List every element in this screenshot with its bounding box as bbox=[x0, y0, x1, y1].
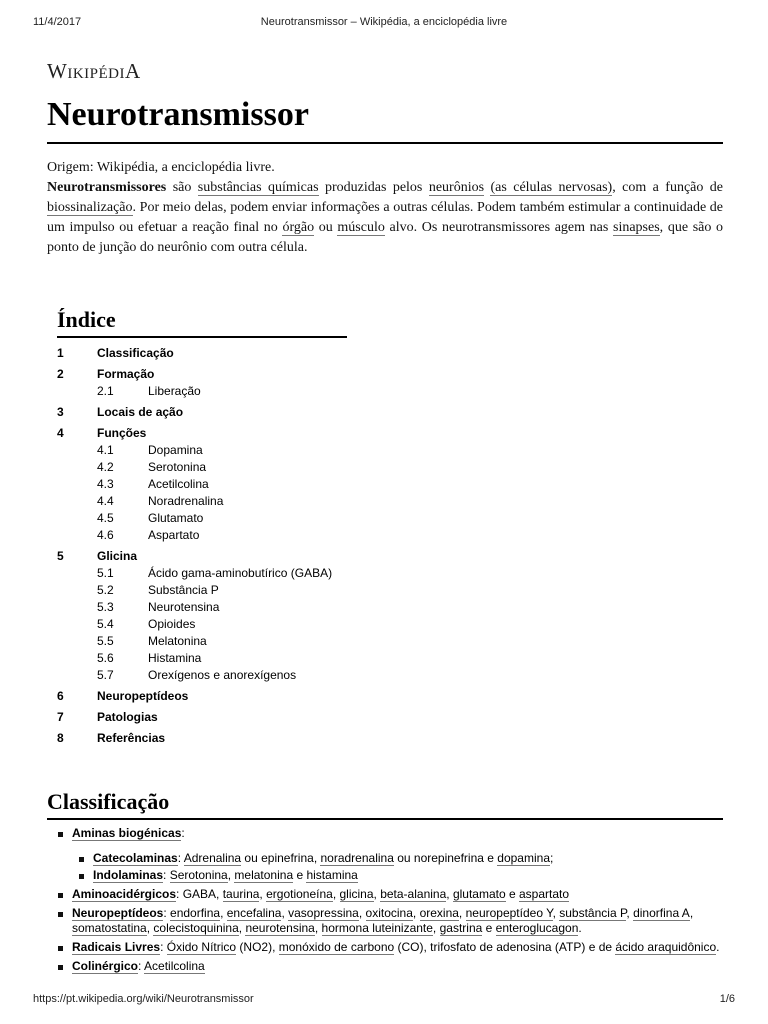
link-aspartato[interactable]: aspartato bbox=[518, 887, 570, 901]
toc-number: 5.1 bbox=[97, 566, 114, 580]
toc-sublink[interactable] bbox=[57, 599, 357, 616]
list-item: Aminas biogénicas: Catecolaminas: Adrenalina ou epinefrina, noradrenalina ou norepinefrina e dopamina; Indolaminas: Serotonina, melatonina e histamina bbox=[47, 826, 723, 883]
link-orgao[interactable]: órgão bbox=[282, 220, 315, 235]
link-aminoacidergicos[interactable]: Aminoacidérgicos bbox=[72, 887, 177, 901]
toc-sublink[interactable] bbox=[57, 493, 357, 510]
toc-sublink[interactable] bbox=[57, 667, 357, 684]
toc-label: Substância P bbox=[148, 583, 219, 597]
classificacao-list bbox=[47, 826, 723, 978]
link-dinorfina-a[interactable]: dinorfina A bbox=[633, 906, 690, 920]
toc-item bbox=[57, 730, 357, 747]
link-adrenalina[interactable]: Adrenalina bbox=[183, 851, 242, 865]
toc-label: Neurotensina bbox=[148, 600, 220, 614]
toc-item bbox=[57, 366, 357, 400]
link-neuropeptideos[interactable]: Neuropeptídeos bbox=[72, 906, 164, 920]
link-neurotensina[interactable]: neurotensina bbox=[245, 921, 315, 935]
toc-list bbox=[57, 345, 357, 747]
link-biossinalizacao[interactable]: biossinalização bbox=[47, 200, 133, 215]
toc-label: Histamina bbox=[148, 651, 202, 665]
link-sinapses[interactable]: sinapses bbox=[613, 220, 660, 235]
toc-sublink[interactable] bbox=[57, 510, 357, 527]
link-noradrenalina[interactable]: noradrenalina bbox=[320, 851, 394, 865]
toc-sublink[interactable] bbox=[57, 616, 357, 633]
toc-number: 4.2 bbox=[97, 460, 114, 474]
link-colecistoquinina[interactable]: colecistoquinina bbox=[153, 921, 239, 935]
link-hormona-luteinizante[interactable]: hormona luteinizante bbox=[321, 921, 433, 935]
toc-item bbox=[57, 425, 357, 544]
link-taurina[interactable]: taurina bbox=[222, 887, 260, 901]
toc-link[interactable] bbox=[57, 709, 357, 726]
section-heading-classificacao: Classificação bbox=[47, 788, 723, 820]
toc-sublink[interactable] bbox=[57, 442, 357, 459]
toc-label: Acetilcolina bbox=[148, 477, 209, 491]
toc-item bbox=[57, 345, 357, 362]
intro-paragraph: Neurotransmissores são substâncias químicas produzidas pelos neurônios (as células nervosas), com a função de biossinalização. Por meio delas, podem enviar informações a outras células. Podem também estimular a continuidade de um impulso ou efetuar a reação final no órgão ou músculo alvo. Os neurotransmissores agem nas sinapses, que são o ponto de junção do neurônio com outra célula. bbox=[47, 180, 724, 255]
toc-label: Noradrenalina bbox=[148, 494, 224, 508]
link-indolaminas[interactable]: Indolaminas bbox=[93, 868, 164, 882]
toc-sublink[interactable] bbox=[57, 527, 357, 544]
toc-sublist bbox=[57, 442, 357, 544]
toc-label: Funções bbox=[97, 426, 147, 440]
toc-number: 5.3 bbox=[97, 600, 114, 614]
toc-item bbox=[57, 404, 357, 421]
toc-number: 6 bbox=[57, 689, 64, 703]
link-musculo[interactable]: músculo bbox=[337, 220, 385, 235]
link-aminas-biogenicas[interactable]: Aminas biogénicas bbox=[72, 826, 182, 840]
toc-sublist bbox=[57, 565, 357, 684]
toc-number: 5.4 bbox=[97, 617, 114, 631]
toc-label: Glicina bbox=[97, 549, 138, 563]
origin-note: Origem: Wikipédia, a enciclopédia livre. bbox=[47, 160, 275, 175]
toc-label: Ácido gama-aminobutírico (GABA) bbox=[148, 566, 333, 580]
link-neuropeptideo-y[interactable]: neuropeptídeo Y bbox=[465, 906, 553, 920]
print-page-number: 1/6 bbox=[719, 993, 735, 1005]
link-melatonina[interactable]: melatonina bbox=[234, 868, 294, 882]
link-gastrina[interactable]: gastrina bbox=[439, 921, 483, 935]
toc-item bbox=[57, 709, 357, 726]
link-glutamato[interactable]: glutamato bbox=[452, 887, 506, 901]
link-oxitocina[interactable]: oxitocina bbox=[365, 906, 413, 920]
link-serotonina[interactable]: Serotonina bbox=[169, 868, 228, 882]
list-item: Catecolaminas: Adrenalina ou epinefrina, noradrenalina ou norepinefrina e dopamina; bbox=[72, 851, 723, 866]
link-colinergico[interactable]: Colinérgico bbox=[72, 959, 139, 973]
toc-number: 5.6 bbox=[97, 651, 114, 665]
link-neuronios[interactable]: neurônios bbox=[428, 180, 485, 195]
intro-term: Neurotransmissores bbox=[47, 180, 167, 195]
link-celulas-nervosas[interactable]: (as células nervosas) bbox=[490, 180, 613, 195]
toc-number: 5.5 bbox=[97, 634, 114, 648]
wikipedia-logo[interactable]: WIKIPÉDIA bbox=[47, 59, 141, 83]
toc-number: 8 bbox=[57, 731, 64, 745]
link-orexina[interactable]: orexina bbox=[419, 906, 459, 920]
link-ergotioneina[interactable]: ergotioneína bbox=[266, 887, 333, 901]
link-beta-alanina[interactable]: beta-alanina bbox=[380, 887, 447, 901]
toc-sublist bbox=[57, 383, 357, 400]
toc-number: 4.1 bbox=[97, 443, 114, 457]
toc-heading: Índice bbox=[57, 306, 347, 338]
link-endorfina[interactable]: endorfina bbox=[170, 906, 221, 920]
toc-label: Orexígenos e anorexígenos bbox=[148, 668, 297, 682]
toc-link[interactable] bbox=[57, 425, 357, 442]
toc-sublink[interactable] bbox=[57, 565, 357, 582]
link-vasopressina[interactable]: vasopressina bbox=[288, 906, 359, 920]
link-oxido-nitrico[interactable]: Óxido Nítrico bbox=[166, 940, 237, 954]
toc-sublink[interactable] bbox=[57, 582, 357, 599]
list-item: Colinérgico: Acetilcolina bbox=[47, 959, 723, 974]
link-encefalina[interactable]: encefalina bbox=[226, 906, 282, 920]
toc-label: Neuropeptídeos bbox=[97, 689, 189, 703]
toc-label: Opioides bbox=[148, 617, 196, 631]
link-catecolaminas[interactable]: Catecolaminas bbox=[93, 851, 178, 865]
toc-label: Classificação bbox=[97, 346, 174, 360]
toc-number: 4.3 bbox=[97, 477, 114, 491]
list-item: Neuropeptídeos: endorfina, encefalina, vasopressina, oxitocina, orexina, neuropeptídeo Y, substância P, dinorfina A, somatostatina, colecistoquinina, neurotensina, hormona luteinizante, gastrina e enteroglucagon. bbox=[47, 906, 723, 936]
toc-number: 5.7 bbox=[97, 668, 114, 682]
link-dopamina[interactable]: dopamina bbox=[497, 851, 550, 865]
print-header bbox=[33, 16, 735, 30]
list-item: Indolaminas: Serotonina, melatonina e histamina bbox=[72, 868, 723, 883]
toc-label: Aspartato bbox=[148, 528, 200, 542]
link-substancia-p[interactable]: substância P bbox=[559, 906, 627, 920]
list-item: Radicais Livres: Óxido Nítrico (NO2), monóxido de carbono (CO), trifosfato de adenosina (ATP) e de ácido araquidônico. bbox=[47, 940, 723, 955]
toc-label: Locais de ação bbox=[97, 405, 184, 419]
link-histamina[interactable]: histamina bbox=[306, 868, 358, 882]
toc-label: Formação bbox=[97, 367, 155, 381]
toc-number: 4.4 bbox=[97, 494, 114, 508]
toc-label: Glutamato bbox=[148, 511, 204, 525]
link-substancias-quimicas[interactable]: substâncias químicas bbox=[197, 180, 319, 195]
toc-link[interactable] bbox=[57, 366, 357, 383]
toc-item bbox=[57, 548, 357, 684]
toc-sublink[interactable] bbox=[57, 476, 357, 493]
link-monoxido-de-carbono[interactable]: monóxido de carbono bbox=[278, 940, 395, 954]
print-url: https://pt.wikipedia.org/wiki/Neurotransmissor bbox=[33, 993, 254, 1005]
toc-number: 3 bbox=[57, 405, 64, 419]
toc-sublink[interactable] bbox=[57, 650, 357, 667]
toc-number: 5.2 bbox=[97, 583, 114, 597]
link-somatostatina[interactable]: somatostatina bbox=[72, 921, 147, 935]
toc-number: 4.5 bbox=[97, 511, 114, 525]
toc-link[interactable] bbox=[57, 345, 357, 362]
toc-label: Serotonina bbox=[148, 460, 207, 474]
toc-number: 5 bbox=[57, 549, 64, 563]
toc-item bbox=[57, 688, 357, 705]
toc-sublink[interactable] bbox=[57, 459, 357, 476]
toc-label: Liberação bbox=[148, 384, 201, 398]
toc-link[interactable] bbox=[57, 730, 357, 747]
toc-link[interactable] bbox=[57, 688, 357, 705]
link-acetilcolina[interactable]: Acetilcolina bbox=[144, 959, 205, 973]
list-item: Aminoacidérgicos: GABA, taurina, ergotioneína, glicina, beta-alanina, glutamato e aspartato bbox=[47, 887, 723, 902]
link-acido-araquidonico[interactable]: ácido araquidônico bbox=[615, 940, 717, 954]
toc-number: 4 bbox=[57, 426, 64, 440]
link-glicina[interactable]: glicina bbox=[339, 887, 374, 901]
toc-label: Patologias bbox=[97, 710, 158, 724]
toc-number: 1 bbox=[57, 346, 64, 360]
toc-number: 2 bbox=[57, 367, 64, 381]
toc-number: 2.1 bbox=[97, 384, 114, 398]
toc-number: 4.6 bbox=[97, 528, 114, 542]
link-enteroglucagon[interactable]: enteroglucagon bbox=[495, 921, 579, 935]
toc-number: 7 bbox=[57, 710, 64, 724]
table-of-contents bbox=[57, 306, 357, 751]
toc-link[interactable] bbox=[57, 404, 357, 421]
toc-sublink[interactable] bbox=[57, 633, 357, 650]
toc-label: Melatonina bbox=[148, 634, 207, 648]
toc-link[interactable] bbox=[57, 548, 357, 565]
article-content bbox=[47, 58, 724, 973]
page-title: Neurotransmissor bbox=[47, 94, 723, 144]
toc-label: Referências bbox=[97, 731, 166, 745]
toc-sublink[interactable] bbox=[57, 383, 357, 400]
print-footer bbox=[33, 993, 735, 1007]
print-page-title: Neurotransmissor – Wikipédia, a enciclopédia livre bbox=[260, 16, 508, 28]
toc-label: Dopamina bbox=[148, 443, 203, 457]
link-radicais-livres[interactable]: Radicais Livres bbox=[72, 940, 161, 954]
print-date: 11/4/2017 bbox=[33, 16, 82, 28]
